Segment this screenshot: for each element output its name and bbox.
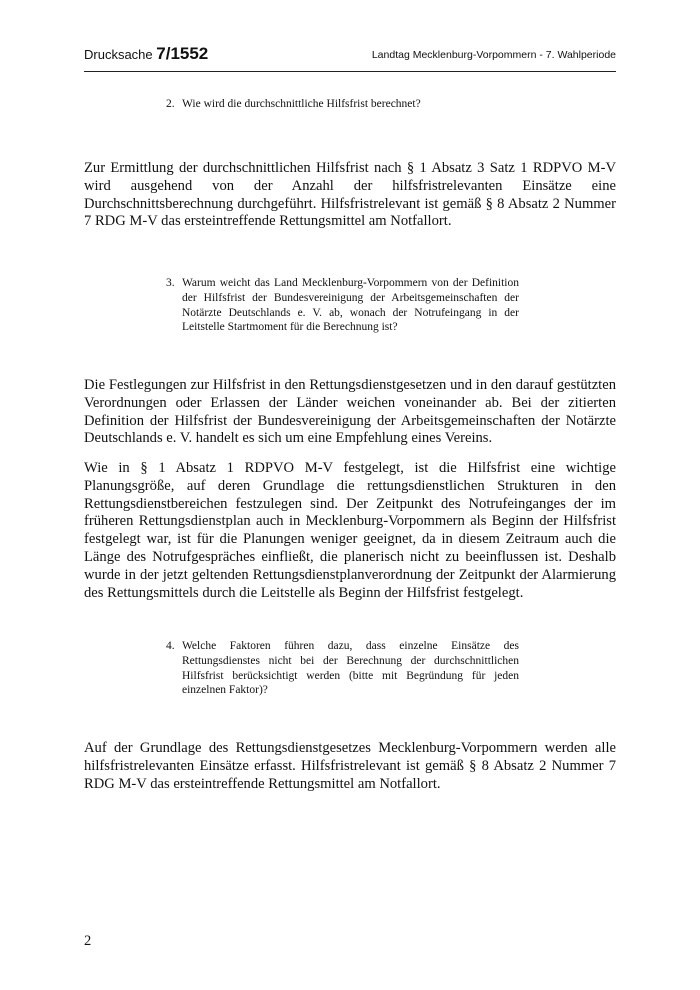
question-text: Wie wird die durchschnittliche Hilfsfrist berechnet? bbox=[182, 98, 421, 110]
answer-paragraph: Die Festlegungen zur Hilfsfrist in den Rettungsdienstgesetzen und in den darauf gestützten Verordnungen oder Erlassen der Länder weichen voneinander ab. Bei der zitierten Definition der Hilfsfrist der Bundesvereinigung der Arbeitsgemeinschaften der Notärzte Deutschlands e. V. handelt es sich um eine Empfehlung eines Vereins. bbox=[84, 377, 616, 447]
header-divider bbox=[84, 71, 616, 72]
page-number: 2 bbox=[84, 933, 92, 949]
question-number: 3. bbox=[166, 277, 175, 289]
answer-paragraph: Wie in § 1 Absatz 1 RDPVO M-V festgelegt, ist die Hilfsfrist eine wichtige Planungsgröße, auf deren Grundlage die rettungsdienstlichen Strukturen in den Rettungsdienstbereichen festzulegen sind. Der Zeitpunkt des Notrufeinganges der im früheren Rettungsdienstplan auch in Mecklenburg-Vorpommern als Beginn der Hilfsfrist festgelegt war, ist für die Planungen weniger geeignet, da in diesem Zeitraum auch die Länge des Notrufgespräches einfließt, die planerisch nicht zu beeinflussen ist. Deshalb wurde in der jetzt geltenden Rettungsdienstplanverordnung der Zeitpunkt der Alarmierung des Rettungsmittels durch die Leitstelle als Beginn der Hilfsfrist festgelegt. bbox=[84, 460, 616, 601]
question-2 bbox=[166, 97, 536, 112]
document-id bbox=[84, 44, 208, 65]
question-3 bbox=[166, 276, 519, 335]
question-text: Warum weicht das Land Mecklenburg-Vorpommern von der Definition der Hilfsfrist der Bundesvereinigung der Arbeitsgemeinschaften der Notärzte Deutschlands e. V. ab, wonach der Notrufeingang in der Leitstelle Startmoment für die Berechnung ist? bbox=[182, 277, 519, 334]
document-label: Drucksache bbox=[84, 47, 153, 62]
parliament-label: Landtag Mecklenburg-Vorpommern - 7. Wahlperiode bbox=[371, 49, 616, 61]
question-number: 2. bbox=[166, 98, 175, 110]
page-header bbox=[84, 44, 616, 70]
answer-paragraph: Zur Ermittlung der durchschnittlichen Hilfsfrist nach § 1 Absatz 3 Satz 1 RDPVO M-V wird ausgehend von der Anzahl der hilfsfristrelevanten Einsätze eine Durchschnittsberechnung durchgeführt. Hilfsfristrelevant ist gemäß § 8 Absatz 2 Nummer 7 RDG M-V das ersteintreffende Rettungsmittel am Notfallort. bbox=[84, 160, 616, 230]
question-number: 4. bbox=[166, 640, 175, 652]
question-text: Welche Faktoren führen dazu, dass einzelne Einsätze des Rettungsdienstes nicht bei der Berechnung der durchschnittlichen Hilfsfrist berücksichtigt werden (bitte mit Begründung für jeden einzelnen Faktor)? bbox=[182, 640, 519, 697]
answer-paragraph: Auf der Grundlage des Rettungsdienstgesetzes Mecklenburg-Vorpommern werden alle hilfsfristrelevanten Einsätze erfasst. Hilfsfristrelevant ist gemäß § 8 Absatz 2 Nummer 7 RDG M-V das ersteintreffende Rettungsmittel am Notfallort. bbox=[84, 740, 616, 792]
question-4 bbox=[166, 639, 519, 698]
document-number: 7/1552 bbox=[156, 44, 209, 63]
